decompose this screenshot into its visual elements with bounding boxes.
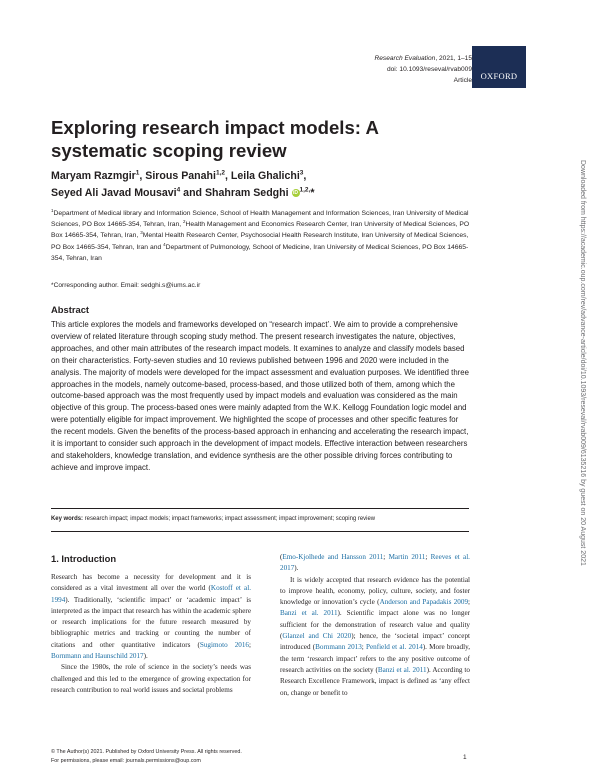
author-affiliation-sup: 3 <box>299 169 304 177</box>
affiliation-number: 3 <box>140 230 143 236</box>
paragraph-text: It is widely accepted that research evidence has the potential to improve health, economy, policy, culture, society, and foster knowledge or innovation’s cycle ( <box>280 575 470 607</box>
oxford-logo: OXFORD <box>472 46 526 88</box>
journal-year-pages: , 2021, 1–15 <box>435 55 472 62</box>
paragraph-text: ); hence, the ‘societal impact’ concept introduced ( <box>280 632 470 652</box>
keywords-bottom-rule <box>51 531 469 532</box>
paragraph-text: ). <box>294 564 299 573</box>
copyright: © The Author(s) 2021. Published by Oxford University Press. All rights reserved. <box>51 749 242 755</box>
citation-link[interactable]: Martin 2011 <box>388 553 426 561</box>
affiliation-text: Department of Medical library and Information Science, School of Health Management and Information Sciences, Iran University of Medical Sciences, PO Box 14665-354, Tehran, Iran, <box>51 210 469 229</box>
download-watermark: Downloaded from https://academic.oup.com/rev/advance-article/doi/10.1093/reseval/rvab009/6135216 by guest on 20 August 2021 <box>579 160 586 566</box>
doi[interactable]: doi: 10.1093/reseval/rvab009 <box>386 66 472 74</box>
permissions: For permissions, please email: journals.permissions@oup.com <box>51 758 201 765</box>
citation-link[interactable]: Glanzel and Chi 2020 <box>282 632 352 641</box>
paragraph-text: ). More broadly, the term ‘research impact’ refers to the any positive outcome of research activities on the society ( <box>280 643 470 674</box>
keywords <box>51 516 375 522</box>
intro-paragraph-3 <box>280 575 470 699</box>
footer <box>51 748 242 766</box>
author-name: Sirous Panahi <box>145 170 216 182</box>
journal-meta <box>374 53 472 87</box>
paragraph-text: ). Traditionally, ‘scientific impact’ or ‘academic impact’ is interpreted as the impact that research has within the academic sphere or research implications for the future research measured by bibliographic metrics and tracking or counting the number of citations and other quantitative indicators ( <box>51 595 251 649</box>
author-list <box>51 168 471 202</box>
author-name: Leila Ghalichi <box>230 170 300 182</box>
author-separator: , <box>303 170 307 182</box>
affiliation-text: Health Management and Economics Research Center, Iran University of Medical Sciences, PO Box 14665-354, Tehran, Iran, <box>51 221 470 240</box>
author-affiliation-sup: 4 <box>176 186 181 194</box>
intro-paragraph-continued <box>280 552 470 575</box>
author-name: Maryam Razmgir <box>51 170 136 182</box>
article-title: Exploring research impact models: A systematic scoping review <box>51 117 379 161</box>
paragraph-text: ( <box>280 553 283 561</box>
paragraph-text: Research has become a necessity for development and it is considered as a vital investment all over the world ( <box>51 573 251 593</box>
intro-column-left <box>51 572 251 696</box>
author-affiliation-sup: 1,2 <box>215 169 225 177</box>
intro-paragraph-1 <box>51 572 251 662</box>
author-separator: , <box>139 170 146 182</box>
citation-link[interactable]: Bornmann 2013 <box>315 643 362 652</box>
citation-link[interactable]: Bornmann and Haunschild 2017 <box>51 652 144 661</box>
abstract-heading: Abstract <box>51 304 90 315</box>
citation-link[interactable]: Kostoff et al. 1994 <box>51 584 251 604</box>
affiliation-number: 4 <box>163 241 166 247</box>
article-type: Article <box>453 77 472 85</box>
citation-link[interactable]: Penfield et al. 2014 <box>365 643 423 652</box>
paragraph-text: ; <box>468 598 470 607</box>
affiliation-number: 2 <box>182 218 186 224</box>
citation-link[interactable]: Sugimoto 2016 <box>199 640 250 649</box>
author-separator: and <box>180 187 205 199</box>
keywords-label: Key words: <box>51 516 84 522</box>
citation-link[interactable]: Banzi et al. 2011 <box>377 665 427 674</box>
intro-column-right <box>280 552 470 699</box>
paragraph-text: ; <box>361 643 366 652</box>
affiliations <box>51 208 471 264</box>
abstract-body: This article explores the models and frameworks developed on “research impact’. We aim to provide a comprehensive overview of related literature through scoping study method. The present research investigates the nature, objectives, approaches, and other main attributes of the research impact models. It examines to analyze and classify models based on their characteristics. Forty-seven studies and 10 reviews published between 1996 and 2020 were included in the analysis. The majority of models were developed for the impact assessment and evaluation purposes. We identified three approaches in the models, namely outcome-based, process-based, and those utilized both of them, among which the outcome-based approach was the most frequently used by impact models and evaluation was considered as the main objective of this group. The process-based ones were mainly adapted from the W.K. Kellogg Foundation logic model and were potentially eligible for impact improvement. We highlighted the scope of processes and other specific features for the recent models. Given the benefits of the process-based approach in enhancing and accelerating the research impact, it is important to consider such approach in the development of impact models. Effective interaction between researchers and stakeholders, knowledge translation, and evidence synthesis are the other possible driving forces contributing to achieve and improve impact. <box>51 320 469 472</box>
citation-link[interactable]: Anderson and Papadakis 2009 <box>379 598 469 607</box>
paragraph-text: ; <box>249 640 251 649</box>
author-separator: * <box>310 187 315 199</box>
author-name: Seyed Ali Javad Mousavi <box>51 187 177 199</box>
author-separator: , <box>225 170 231 182</box>
orcid-icon[interactable]: iD <box>293 190 299 197</box>
author-affiliation-sup: 1 <box>135 169 140 177</box>
paragraph-text: ; <box>383 553 389 561</box>
paragraph-text: ). According to Research Excellence Framework, impact is defined as ‘any effect on, change or benefit to <box>280 665 470 697</box>
intro-paragraph-2: Since the 1980s, the role of science in the society’s needs was challenged and this led to the emergence of growing expectation for research contribution to real world issues and societal problems <box>51 663 251 694</box>
citation-link[interactable]: Banzi et al. 2011 <box>280 609 338 618</box>
keywords-text: research impact; impact models; impact frameworks; impact assessment; impact improvement; scoping review <box>83 516 376 522</box>
author-affiliation-sup: 1,2, <box>299 186 311 194</box>
paragraph-text: ). <box>143 652 148 661</box>
affiliation-text: Mental Health Research Center, Psychosocial Health Research Institute, Iran University of Medical Sciences, PO Box 14665-354, Tehran, Iran and <box>51 232 469 251</box>
affiliation-number: 1 <box>51 207 54 213</box>
keywords-top-rule <box>51 508 469 509</box>
page-number: 1 <box>463 754 467 761</box>
corresponding-author: *Corresponding author. Email: sedghi.s@iums.ac.ir <box>51 282 201 289</box>
author-name: Shahram Sedghi <box>204 187 289 199</box>
section-heading-introduction: 1. Introduction <box>51 553 117 564</box>
paragraph-text: ). Scientific impact alone was no longer sufficient for the demonstration of research value and quality ( <box>280 609 470 641</box>
affiliation-text: Department of Pulmonology, School of Medicine, Iran University of Medical Sciences, PO Box 14665-354, Tehran, Iran <box>51 243 469 262</box>
citation-link[interactable]: Emo-Kjolhede and Hansson 2011 <box>282 553 384 561</box>
paragraph-text: ; <box>425 553 431 561</box>
citation-link[interactable]: Reeves et al. 2017 <box>280 553 470 573</box>
journal-name: Research Evaluation <box>374 55 436 62</box>
